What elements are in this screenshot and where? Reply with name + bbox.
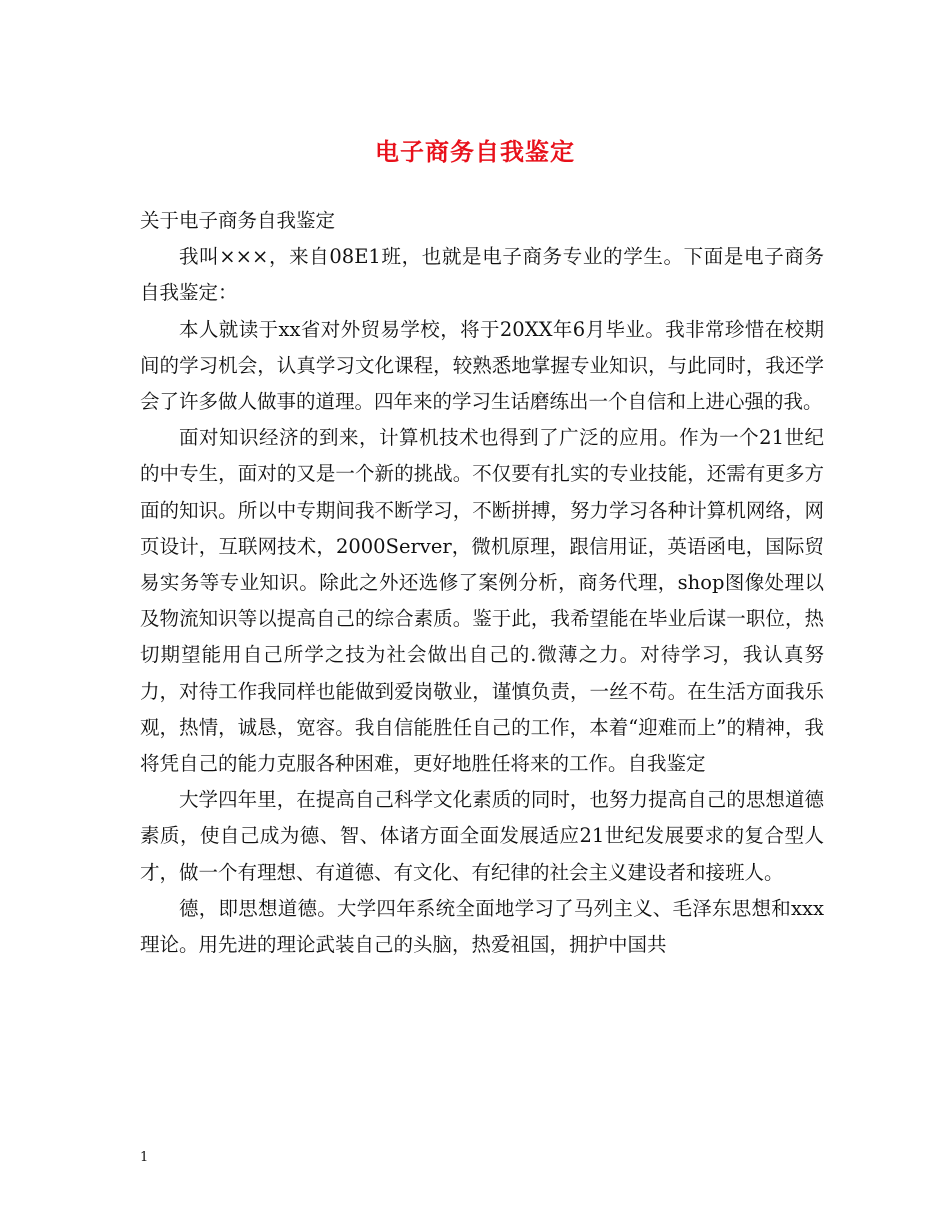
document-body xyxy=(140,203,824,963)
document-subheading: 关于电子商务自我鉴定 xyxy=(140,209,336,232)
paragraph-intro: 我叫×××，来自08E1班，也就是电子商务专业的学生。下面是电子商务自我鉴定： xyxy=(140,245,824,305)
paragraph-morality: 德，即思想道德。大学四年系统全面地学习了马列主义、毛泽东思想和xxx理论。用先进的理论武装自己的头脑，热爱祖国，拥护中国共 xyxy=(140,896,824,957)
paragraph-university: 大学四年里，在提高自己科学文化素质的同时，也努力提高自己的思想道德素质，使自己成为德、智、体诸方面全面发展适应21世纪发展要求的复合型人才，做一个有理想、有道德、有文化、有纪律的社会主义建设者和接班人。 xyxy=(140,788,824,884)
page-number: 1 xyxy=(140,1150,149,1165)
document-title: 电子商务自我鉴定 xyxy=(375,137,575,166)
paragraph-school: 本人就读于xx省对外贸易学校，将于20XX年6月毕业。我非常珍惜在校期间的学习机会，认真学习文化课程，较熟悉地掌握专业知识，与此同时，我还学会了许多做人做事的道理。四年来的学习生话磨练出一个自信和上进心强的我。 xyxy=(140,317,824,414)
paragraph-knowledge: 面对知识经济的到来，计算机技术也得到了广泛的应用。作为一个21世纪的中专生，面对的又是一个新的挑战。不仅要有扎实的专业技能，还需有更多方面的知识。所以中专期间我不断学习，不断拼搏，努力学习各种计算机网络，网页设计，互联网技术，2000Server，微机原理，跟信用证，英语函电，国际贸易实务等专业知识。除此之外还选修了案例分析，商务代理，shop图像处理以及物流知识等以提高自己的综合素质。鉴于此，我希望能在毕业后谋一职位，热切期望能用自己所学之技为社会做出自己的.微薄之力。对待学习，我认真努力，对待工作我同样也能做到爱岗敬业，谨慎负责，一丝不苟。在生活方面我乐观，热情，诚恳，宽容。我自信能胜任自己的工作，本着“迎难而上”的精神，我将凭自己的能力克服各种困难，更好地胜任将来的工作。自我鉴定 xyxy=(140,426,824,776)
